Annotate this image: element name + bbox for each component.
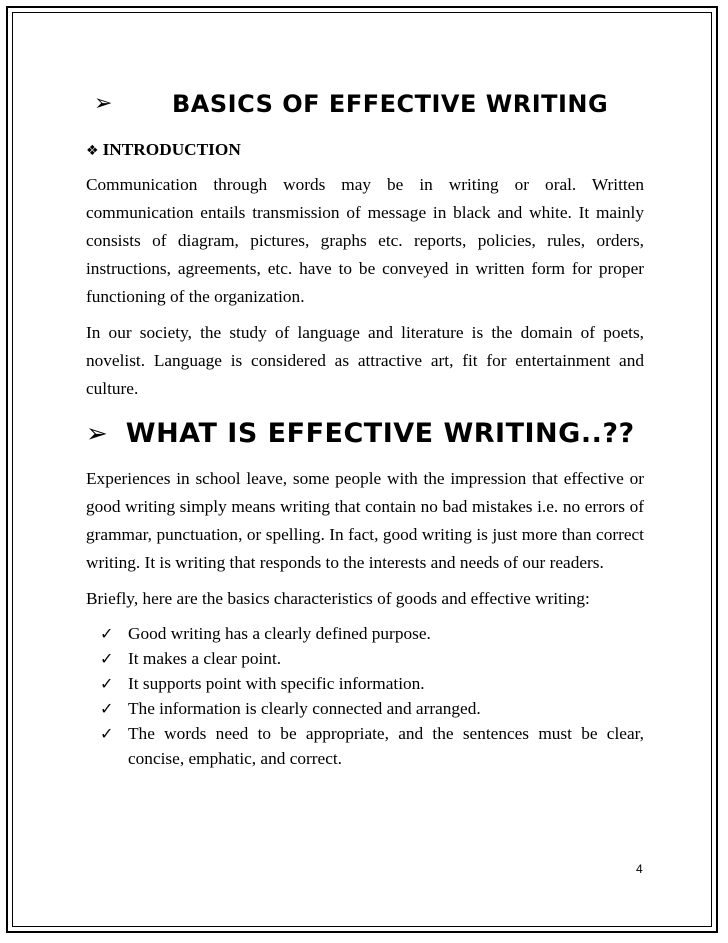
list-item-text: It supports point with specific information. — [128, 674, 425, 693]
checkmark-icon: ✓ — [100, 674, 114, 693]
list-item-text: The words need to be appropriate, and the sentences must be clear, concise, emphatic, and correct. — [128, 724, 644, 768]
checkmark-icon: ✓ — [100, 624, 114, 643]
arrow-bullet-icon: ➢ — [86, 419, 108, 449]
list-item — [100, 721, 644, 771]
section-heading — [86, 414, 644, 454]
paragraph-society: In our society, the study of language and literature is the domain of poets, novelist. Language is considered as attractive art, fit for entertainment and culture. — [86, 323, 644, 398]
paragraph-briefly: Briefly, here are the basics characteristics of goods and effective writing: — [86, 589, 590, 608]
diamond-bullet-icon: ❖ — [86, 143, 99, 159]
document-page — [86, 86, 644, 771]
arrow-bullet-icon: ➢ — [94, 91, 113, 116]
paragraph-communication: Communication through words may be in writing or oral. Written communication entails transmission of message in black and white. It mainly consists of diagram, pictures, graphs etc. reports, policies, rules, orders, instructions, agreements, etc. have to be conveyed in written form for proper functioning of the organization. — [86, 175, 644, 306]
paragraph-experiences: Experiences in school leave, some people with the impression that effective or good writing simply means writing that contain no bad mistakes i.e. no errors of grammar, punctuation, or spelling. In fact, good writing is just more than correct writing. It is writing that responds to the interests and needs of our readers. — [86, 469, 644, 572]
list-item — [100, 646, 644, 671]
introduction-heading — [86, 136, 644, 164]
list-item — [100, 671, 644, 696]
main-heading — [86, 86, 644, 122]
introduction-heading-text: INTRODUCTION — [102, 140, 241, 159]
list-item-text: Good writing has a clearly defined purpose. — [128, 624, 431, 643]
main-heading-text: BASICS OF EFFECTIVE WRITING — [172, 90, 609, 118]
checkmark-icon: ✓ — [100, 724, 114, 743]
list-item — [100, 696, 644, 721]
section-heading-text: WHAT IS EFFECTIVE WRITING..?? — [125, 418, 635, 449]
checkmark-icon: ✓ — [100, 699, 114, 718]
page-number: 4 — [636, 862, 643, 876]
characteristics-list — [86, 621, 644, 771]
list-item-text: It makes a clear point. — [128, 649, 282, 668]
list-item — [100, 621, 644, 646]
checkmark-icon: ✓ — [100, 649, 114, 668]
list-item-text: The information is clearly connected and arranged. — [128, 699, 481, 718]
